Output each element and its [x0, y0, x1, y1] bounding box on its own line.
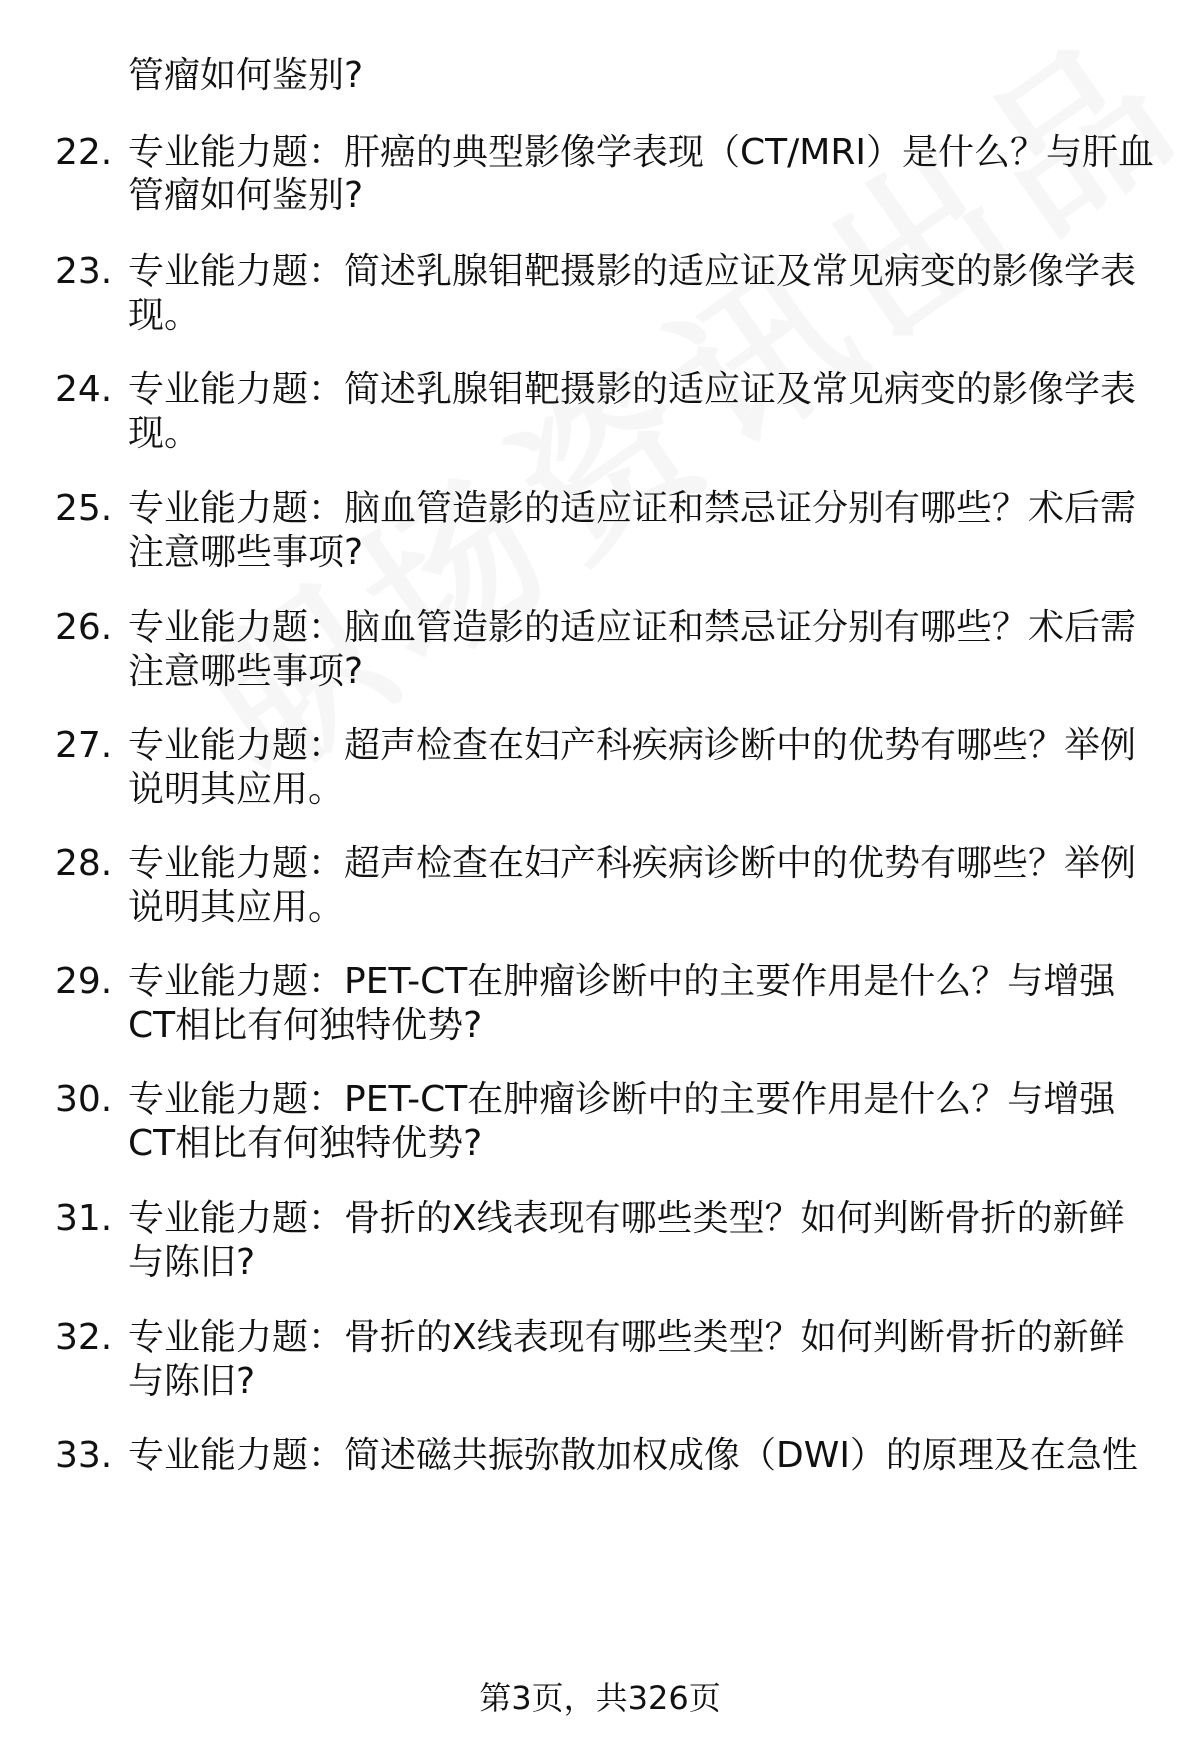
list-item-number: 25.: [55, 488, 113, 529]
list-item-text-cont: 现。: [128, 413, 201, 454]
list-item-text-cont: 注意哪些事项?: [128, 651, 364, 692]
list-item-number: 30.: [55, 1079, 113, 1120]
list-item-text-cont: CT相比有何独特优势?: [128, 1123, 483, 1164]
list-item-number: 33.: [55, 1435, 113, 1476]
list-item-text-cont: 说明其应用。: [128, 887, 345, 928]
list-item-number: 22.: [55, 132, 113, 173]
list-item-number: 28.: [55, 843, 113, 884]
list-item-number: 26.: [55, 607, 113, 648]
list-item-text: 专业能力题：简述乳腺钼靶摄影的适应证及常见病变的影像学表: [128, 251, 1137, 292]
list-item-text-cont: 说明其应用。: [128, 769, 345, 810]
list-item-number: 32.: [55, 1317, 113, 1358]
list-item-text: 专业能力题：脑血管造影的适应证和禁忌证分别有哪些？术后需: [128, 607, 1137, 648]
list-item-text-cont: 与陈旧?: [128, 1242, 256, 1283]
list-item-text: 专业能力题：超声检查在妇产科疾病诊断中的优势有哪些？举例: [128, 725, 1137, 766]
list-item-number: 24.: [55, 369, 113, 410]
list-item-text: 专业能力题：骨折的X线表现有哪些类型？如何判断骨折的新鲜: [128, 1317, 1125, 1358]
list-item-text-cont: 管瘤如何鉴别?: [128, 175, 364, 216]
list-item-text: 专业能力题：脑血管造影的适应证和禁忌证分别有哪些？术后需: [128, 488, 1137, 529]
list-item-text-cont: 与陈旧?: [128, 1361, 256, 1402]
list-item-text-cont: CT相比有何独特优势?: [128, 1005, 483, 1046]
list-item-text: 专业能力题：超声检查在妇产科疾病诊断中的优势有哪些？举例: [128, 843, 1137, 884]
list-item-text: 专业能力题：肝癌的典型影像学表现（CT/MRI）是什么？与肝血: [128, 132, 1154, 173]
list-item-text: 专业能力题：骨折的X线表现有哪些类型？如何判断骨折的新鲜: [128, 1198, 1125, 1239]
list-item-text: 专业能力题：简述磁共振弥散加权成像（DWI）的原理及在急性: [128, 1435, 1138, 1476]
list-item-number: 27.: [55, 725, 113, 766]
list-item-number: 23.: [55, 251, 113, 292]
list-item-text: 专业能力题：简述乳腺钼靶摄影的适应证及常见病变的影像学表: [128, 369, 1137, 410]
list-item-text: 专业能力题：PET-CT在肿瘤诊断中的主要作用是什么？与增强: [128, 1079, 1116, 1120]
list-item-text-cont: 注意哪些事项?: [128, 532, 364, 573]
page-footer: 第3页，共326页: [479, 1679, 721, 1717]
list-item-number: 31.: [55, 1198, 113, 1239]
list-item-text: 专业能力题：PET-CT在肿瘤诊断中的主要作用是什么？与增强: [128, 961, 1116, 1002]
list-item-text-cont: 现。: [128, 295, 201, 336]
list-item-number: 29.: [55, 961, 113, 1002]
list-item-continuation: 管瘤如何鉴别?: [128, 55, 364, 96]
